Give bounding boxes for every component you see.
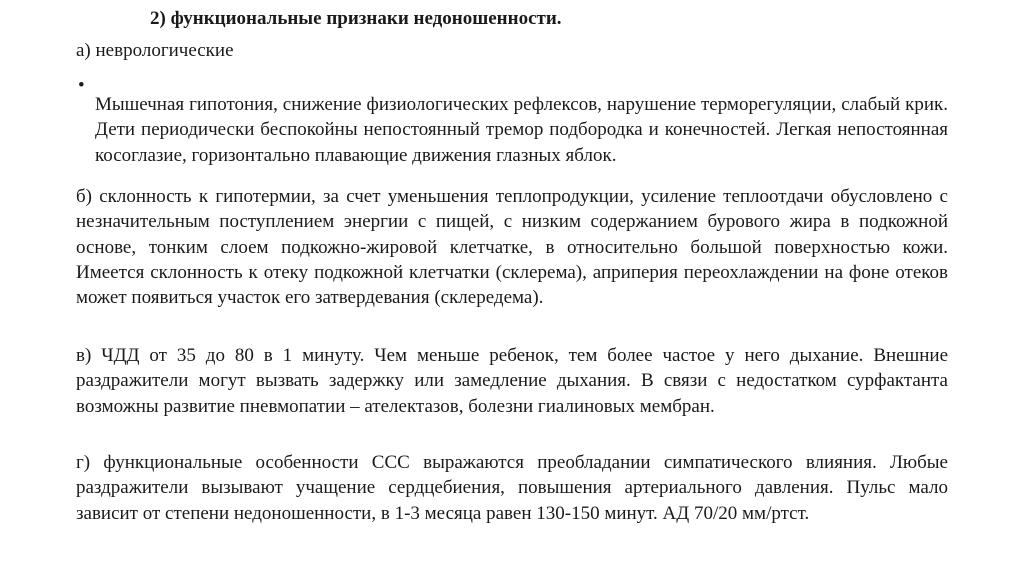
slide-content	[76, 0, 948, 574]
bullet-icon: •	[78, 75, 85, 96]
subheading-neurological: а) неврологические	[76, 40, 234, 61]
bullet-item	[76, 73, 948, 187]
paragraph-hypothermia: б) склонность к гипотермии, за счет уменьшения теплопродукции, усиление теплоотдачи обусловлено с незначительным поступлением энергии с пищей, с низким содержанием бурового жира в подкожной основе, тонким слоем подкожно-жировой клетчатке, в относительно большой поверхностью кожи. Имеется склонность к отеку подкожной клетчатки (склерема), априперия переохлаждении на фоне отеков может появиться участок его затвердевания (склередема).	[76, 186, 948, 309]
paragraph-cardiovascular: г) функциональные особенности ССС выражаются преобладании симпатического влияния. Любые раздражители вызывают учащение сердцебиения, повышения артериального давления. Пульс мало зависит от степени недоношенности, в 1-3 месяца равен 130-150 минут. АД 70/20 мм/ртст.	[76, 452, 948, 524]
paragraph-respiration: в) ЧДД от 35 до 80 в 1 минуту. Чем меньше ребенок, тем более частое у него дыхание. Внешние раздражители могут вызвать задержку или замедление дыхания. В связи с недостатком сурфактанта возможны развитие пневмопатии – ателектазов, болезни гиалиновых мембран.	[76, 345, 948, 417]
slide-title: 2) функциональные признаки недоношенности.	[150, 8, 562, 29]
bullet-text-neurological: Мышечная гипотония, снижение физиологических рефлексов, нарушение терморегуляции, слабый крик. Дети периодически беспокойны непостоянный тремор подбородка и конечностей. Легкая непостоянная косоглазие, горизонтально плавающие движения глазных яблок.	[95, 94, 948, 166]
